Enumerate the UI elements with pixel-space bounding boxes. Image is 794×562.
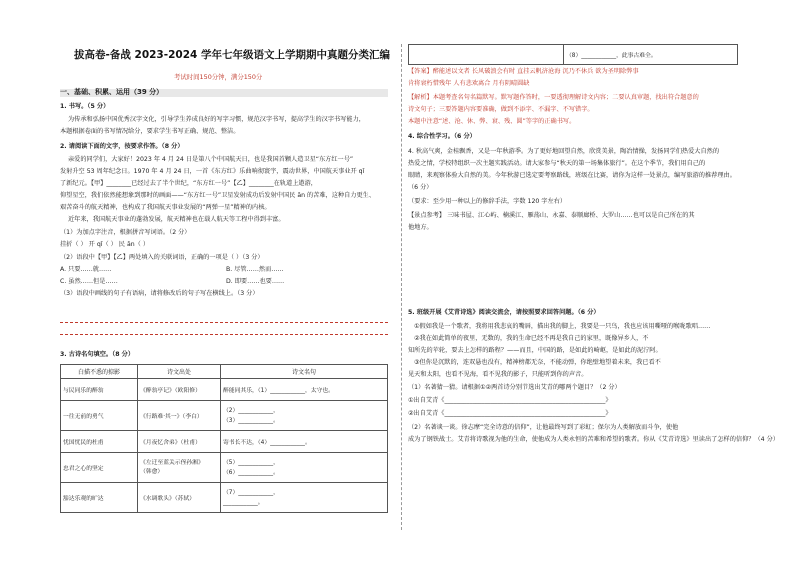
table-row xyxy=(61,379,388,401)
option-b: B. 尽管……然而…… xyxy=(226,266,284,273)
q2-para-1: 亲爱的同学们，大家好！2023 年 4 月 24 日是第八个中国航天日，也是我国首颗人造卫星“东方红一号” xyxy=(68,156,354,163)
table-header: 诗文名句 xyxy=(221,365,388,379)
table-cell: 《醉翁亭记》（欧阳修） xyxy=(138,379,221,401)
table-row xyxy=(409,45,738,65)
table-row xyxy=(61,431,388,453)
table-cell: 寄书长不达，（4）____________。 xyxy=(221,431,388,453)
table-cell: 《水调歌头》（苏轼） xyxy=(138,483,221,513)
q5-answer-2[interactable]: ②出自艾青《____________________________________________________》 xyxy=(408,410,612,417)
q4-text-3: 眼睛，来观察体验大自然的美。今年秋游已选定要考察路线，班级在比赛，请你为这样一处景点，编写旅游的推荐理由。 xyxy=(408,172,736,179)
q1-text-2: 本题根据卷面的书写情况给分，要求学生书写正确、规范、整洁。 xyxy=(60,128,240,135)
poem-table-continued xyxy=(408,44,738,65)
q2-para-6: 近年来，我国航天事业的蓬勃发展，航天精神也在载人航天等工程中得到丰富。 xyxy=(68,216,285,223)
option-d: D. 即要……也要…… xyxy=(226,278,285,285)
table-cell: 与民同乐的醉翁 xyxy=(61,379,138,401)
analysis-line-2: 诗文句子；三要答题内容要准确，做到不添字、不漏字、不写错字。 xyxy=(408,106,594,113)
q5-sub-1: （1）名著猜一猜。请根据①②两首诗分别节选出艾青的哪两个题目？（2 分） xyxy=(408,384,621,391)
table-cell: 忠君之心的坚定 xyxy=(61,453,138,483)
table-cell: 一往无前的勇气 xyxy=(61,401,138,431)
table-cell: （7）____________， ____________。 xyxy=(221,483,388,513)
answer-line-1 xyxy=(60,322,388,323)
answer-line-2: 肯将衰朽惜残年 人有悲欢离合 月有阴晴圆缺 xyxy=(408,80,530,87)
q5-poem-5: 见天和太阳，也看不见海，看不见我的影子，只能听到你的声音。 xyxy=(408,371,588,378)
analysis-line-3: 本题中注意“述、沧、休、弊、衰、残、圆”等字的正确书写。 xyxy=(408,118,576,125)
option-c: C. 虽然……但是…… xyxy=(60,278,118,285)
right-column xyxy=(401,44,779,530)
table-cell: 忧国忧民的杜甫 xyxy=(61,431,138,453)
section-1-heading: 一、基础、积累、运用（39 分） xyxy=(60,89,388,97)
table-cell xyxy=(409,45,564,65)
q5-poem-1: ①假如我是一个歌者，我将用我悲哀的嘴唇，描出我的脚上，我要是一只鸟，我也应该用嘶哑的喉咙歌唱…… xyxy=(414,323,711,330)
table-cell: 醉能同其乐，（1）____________，太守也。 xyxy=(221,379,388,401)
table-cell: （8）____________，此事古难全。 xyxy=(564,45,738,65)
q2-para-5: 艰苦奋斗的航天精神，也构成了我国航天事业发展的“两弹一星”精神的内核。 xyxy=(60,204,271,211)
q5-sub-2-line-1: （2）名著谈一谈。徐志摩“完全诗意的信仰”，让他最终写到了彩虹；保尔为人类解放而斗争，使他 xyxy=(408,424,679,431)
q4-text-4: （6 分） xyxy=(408,184,433,191)
q5-poem-3: 知所先的苹轮，要去上怎样的路程？——而且，中国的路，是如此的崎岖，是如此的泥泞阿。 xyxy=(408,347,662,354)
table-header: 诗文出处 xyxy=(138,365,221,379)
table-row xyxy=(61,453,388,483)
q2-para-2: 发射升空 53 周年纪念日。1970 年 4 月 24 日，一首《东方红》乐曲响彻寰宇，震动世界，中国航天事业开 qǐ xyxy=(60,168,365,175)
table-cell: 豁达乐观的旷达 xyxy=(61,483,138,513)
q2-para-3: 了新纪元。【甲】________已经过去了半个世纪，“东方红一号”【乙】________在轨道上遨游， xyxy=(60,180,317,187)
q5-heading: 5. 班级开展《艾青诗选》阅读交流会，请按照要求回答问题。（6 分） xyxy=(408,309,600,316)
q4-heading: 4. 综合性学习。（6 分） xyxy=(408,133,476,140)
q5-poem-2: ②我在如此简单的夜里，无数的，我的生命已经不再是我自己的家里，既像异乡人，不 xyxy=(414,335,649,342)
q4-spots-1: 【景点参考】 三味书屋、江心屿、楠溪江、雁荡山、永嘉、泰顺廊桥、大罗山……也可以是自己所在的其 xyxy=(408,212,695,219)
exam-info: 考试时间150分钟，满分150分 xyxy=(174,73,263,81)
q4-text-1: 4. 秋高气爽，金桂飘香，又是一年秋游季。为了更好地回望自然，欣赏美景，陶冶情操，发扬同学们热爱大自然的 xyxy=(408,148,720,155)
table-cell: 《行路难·其一》（李白） xyxy=(138,401,221,431)
table-row xyxy=(61,483,388,513)
q1-heading: 1. 书写。（5 分） xyxy=(60,103,110,110)
q4-requirement: （要求：至少用一种以上的修辞手法，字数 120 字左右） xyxy=(408,198,567,205)
table-row xyxy=(61,401,388,431)
poem-table xyxy=(60,364,388,513)
table-header-row xyxy=(61,365,388,379)
q2-sub-2: （2）语段中【甲】【乙】两处填入的关联词语，正确的一项是（ ）（3 分） xyxy=(60,254,264,261)
q3-heading: 3. 古诗名句填空。（8 分） xyxy=(60,351,135,358)
answer-line-2 xyxy=(60,334,388,335)
q2-heading: 2. 请阅读下面的文字，按要求作答。（8 分） xyxy=(60,143,184,150)
table-cell: （5）____________， （6）____________。 xyxy=(221,453,388,483)
q2-sub-1: （1）为加点字注音，根据拼音写词语。（2 分） xyxy=(60,229,191,236)
answer-line: 【答案】醉能述以文者 长风破浪会有时 直挂云帆济沧海 沉乃不休兵 欲为圣明除弊事 xyxy=(408,68,639,75)
option-a: A. 只要……就…… xyxy=(60,266,112,273)
q4-text-2: 热爱之情，学校特组织一次主题实践活动。请大家参与“秋天的第一场集体旅行”。在这个季节，我们用自己的 xyxy=(408,160,706,167)
analysis-line-1: 【解析】本题考查名句名篇默写。默写题作答时，一要透彻理解诗文内容；二要认真审题，找出符合题意的 xyxy=(408,94,699,101)
page-title: 拔高卷-备战 2023-2024 学年七年级语文上学期期中真题分类汇编 xyxy=(74,49,390,61)
table-header: 白描不悉的掠影 xyxy=(61,365,138,379)
q2-sub-3: （3）语段中画线的句子有语病，请将修改后的句子写在横线上。（3 分） xyxy=(60,290,259,297)
q5-sub-2-line-2: 成为了钢铁战士。艾青将诗歌视为他的生命，使他成为人类永恒的苦难和希望的歌者。你从《艾青诗选》里读出了怎样的信仰？（4 分） xyxy=(408,436,779,443)
table-cell: 《月夜忆舍弟》（杜甫） xyxy=(138,431,221,453)
exam-page xyxy=(56,44,779,530)
table-cell: 《左迁至蓝关示侄孙湘》 （韩愈） xyxy=(138,453,221,483)
table-cell: （2）____________， （3）____________。 xyxy=(221,401,388,431)
q2-pinyin-row: 挂折（ ） 开 qǐ（ ） 民 ān（ ） xyxy=(60,241,150,248)
q5-answer-1[interactable]: ①出自艾青《____________________________________________________》 xyxy=(408,397,612,404)
q5-poem-4: ③但你是沉默的，连双悬也没有，精神榜都无奈，不能动弹，你绝壁地望着未来，我已看不 xyxy=(414,359,661,366)
q4-spots-2: 他地方。 xyxy=(408,224,433,231)
q1-text-1: 为传承和弘扬中国优秀汉字文化，引导学生养成良好的写字习惯，规范汉字书写，提高学生的汉字书写能力， xyxy=(68,116,365,123)
q2-para-4: 仰望星空，我们依然能想象到那时的画面——“东方红一号”卫星发射成功后发射中国民 ān 的苦难，这种自力更生、 xyxy=(60,192,376,199)
